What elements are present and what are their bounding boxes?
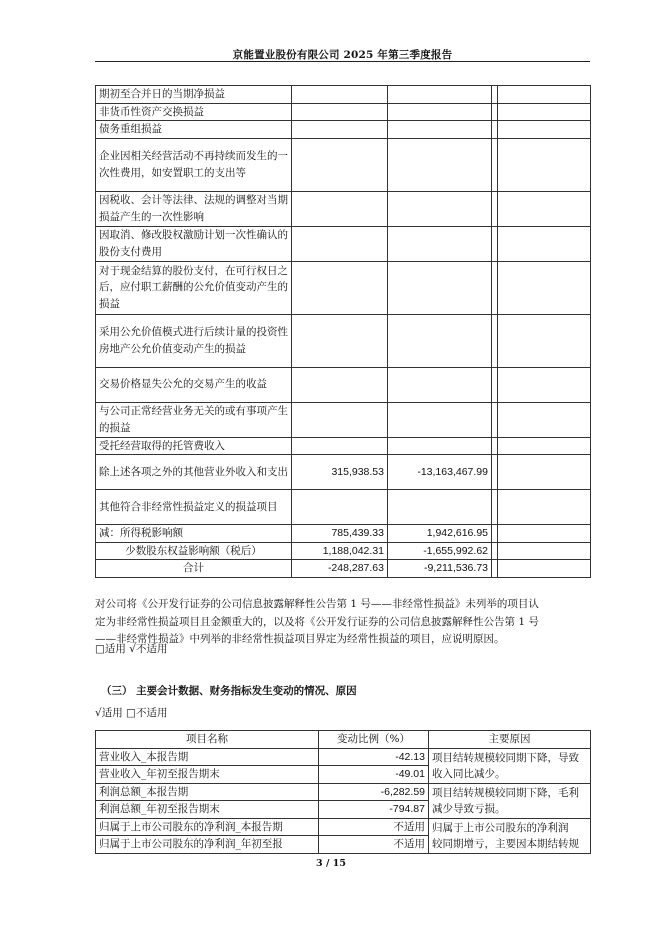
table-row [96, 783, 591, 801]
table-header-row [96, 731, 591, 749]
row-label: 除上述各项之外的其他营业外收入和支出 [96, 455, 292, 490]
item-name: 利润总额_本报告期 [96, 783, 319, 801]
cell-value [388, 490, 492, 525]
table-row [96, 437, 591, 455]
cell-value [498, 402, 591, 437]
table-row [96, 455, 591, 490]
row-label: 合计 [96, 560, 292, 578]
row-label: 债务重组损益 [96, 121, 292, 139]
row-label: 受托经营取得的托管费收入 [96, 437, 292, 455]
row-label: 非货币性资产交换损益 [96, 103, 292, 121]
cell-value [292, 437, 388, 455]
row-label: 因税收、会计等法律、法规的调整对当期损益产生的一次性影响 [96, 191, 292, 226]
cell-value [498, 437, 591, 455]
cell-value [292, 191, 388, 226]
cell-value [292, 86, 388, 104]
cell-value [388, 138, 492, 191]
cell-value: -9,211,536.73 [388, 560, 492, 578]
cell-value [498, 314, 591, 367]
table-row [96, 818, 591, 836]
cell-value [388, 437, 492, 455]
header-divider [95, 61, 590, 62]
item-name: 营业收入_本报告期 [96, 748, 319, 766]
cell-value [292, 402, 388, 437]
table-row [96, 226, 591, 261]
cell-value [388, 103, 492, 121]
page-number: 3 / 15 [316, 858, 346, 869]
cell-value: 1,188,042.31 [292, 542, 388, 560]
paragraph-line: 对公司将《公开发行证券的公司信息披露解释性公告第 1 号——非经常性损益》未列举的项目认 [95, 598, 539, 610]
change-ratio: -794.87 [319, 801, 429, 819]
item-name: 归属于上市公司股东的净利润_年初至报 [96, 836, 319, 854]
item-name: 营业收入_年初至报告期末 [96, 766, 319, 784]
change-ratio: -49.01 [319, 766, 429, 784]
cell-value: 315,938.53 [292, 455, 388, 490]
item-name: 归属于上市公司股东的净利润_本报告期 [96, 818, 319, 836]
main-reason [429, 748, 591, 783]
paragraph-line: ——非经常性损益》中列举的非经常性损益项目界定为经常性损益的项目，应说明原因。 [95, 633, 505, 645]
non-recurring-items-table [95, 85, 591, 578]
table-row [96, 525, 591, 543]
cell-value: 785,439.33 [292, 525, 388, 543]
cell-value [498, 542, 591, 560]
cell-value [498, 86, 591, 104]
row-label: 少数股东权益影响额（税后） [96, 542, 292, 560]
cell-value [498, 525, 591, 543]
change-ratio: -6,282.59 [319, 783, 429, 801]
column-header: 变动比例（%） [319, 731, 429, 749]
reason-line: 项目结转规模较同期下降，导致 [432, 751, 579, 764]
cell-value [498, 455, 591, 490]
applicability-option-1: □适用 √不适用 [95, 643, 168, 655]
cell-value [498, 191, 591, 226]
column-header: 主要原因 [429, 731, 591, 749]
cell-value [388, 121, 492, 139]
row-label: 企业因相关经营活动不再持续而发生的一次性费用，如安置职工的支出等 [96, 138, 292, 191]
row-label: 因取消、修改股权激励计划一次性确认的股份支付费用 [96, 226, 292, 261]
table-row [96, 191, 591, 226]
major-change-table [95, 730, 591, 854]
row-label: 与公司正常经营业务无关的或有事项产生的损益 [96, 402, 292, 437]
cell-value [292, 121, 388, 139]
cell-value [292, 103, 388, 121]
table-row [96, 367, 591, 402]
cell-value [498, 367, 591, 402]
reason-line: 较同期增亏，主要因本期结转规 [432, 838, 579, 850]
cell-value [292, 261, 388, 314]
report-header: 京能置业股份有限公司 2025 年第三季度报告 [232, 49, 453, 61]
cell-value: -1,655,992.62 [388, 542, 492, 560]
cell-value [498, 138, 591, 191]
reason-line: 减少导致亏损。 [432, 803, 506, 815]
cell-value [498, 103, 591, 121]
column-header: 项目名称 [96, 731, 319, 749]
cell-value [388, 314, 492, 367]
cell-value [292, 138, 388, 191]
paragraph-line: 定为非经常性损益项目且金额重大的，以及将《公开发行证券的公司信息披露解释性公告第 1 号 [95, 615, 539, 628]
reason-line: 归属于上市公司股东的净利润 [432, 821, 569, 834]
change-ratio: 不适用 [319, 836, 429, 854]
table-row [96, 490, 591, 525]
table-row [96, 261, 591, 314]
table-row [96, 314, 591, 367]
cell-value [498, 560, 591, 578]
cell-value [388, 86, 492, 104]
row-label: 交易价格显失公允的交易产生的收益 [96, 367, 292, 402]
applicability-option-2: √适用 □不适用 [95, 707, 168, 719]
row-label: 采用公允价值模式进行后续计量的投资性房地产公允价值变动产生的损益 [96, 314, 292, 367]
table-row [96, 86, 591, 104]
table-row [96, 748, 591, 766]
main-reason [429, 818, 591, 853]
cell-value [292, 490, 388, 525]
cell-value [498, 121, 591, 139]
cell-value: -248,287.63 [292, 560, 388, 578]
cell-value [388, 261, 492, 314]
cell-value [388, 402, 492, 437]
table-row-total [96, 560, 591, 578]
table-row [96, 121, 591, 139]
item-name: 利润总额_年初至报告期末 [96, 801, 319, 819]
table-row [96, 138, 591, 191]
row-label: 期初至合并日的当期净损益 [96, 86, 292, 104]
main-reason [429, 783, 591, 818]
reason-line: 项目结转规模较同期下降，毛利 [432, 786, 579, 799]
explanation-paragraph [95, 596, 595, 649]
section-title: （三） 主要会计数据、财务指标发生变动的情况、原因 [101, 685, 357, 697]
change-ratio: 不适用 [319, 818, 429, 836]
cell-value [388, 226, 492, 261]
cell-value [292, 367, 388, 402]
cell-value [388, 191, 492, 226]
table-row [96, 402, 591, 437]
table-row [96, 542, 591, 560]
row-label: 其他符合非经常性损益定义的损益项目 [96, 490, 292, 525]
cell-value [292, 314, 388, 367]
cell-value [388, 367, 492, 402]
row-label: 对于现金结算的股份支付，在可行权日之后，应付职工薪酬的公允价值变动产生的损益 [96, 261, 292, 314]
row-label: 减：所得税影响额 [96, 525, 292, 543]
cell-value [292, 226, 388, 261]
cell-value: 1,942,616.95 [388, 525, 492, 543]
reason-line: 收入同比减少。 [432, 768, 506, 780]
cell-value: -13,163,467.99 [388, 455, 492, 490]
table-row [96, 103, 591, 121]
change-ratio: -42.13 [319, 748, 429, 766]
cell-value [498, 490, 591, 525]
cell-value [498, 261, 591, 314]
cell-value [498, 226, 591, 261]
